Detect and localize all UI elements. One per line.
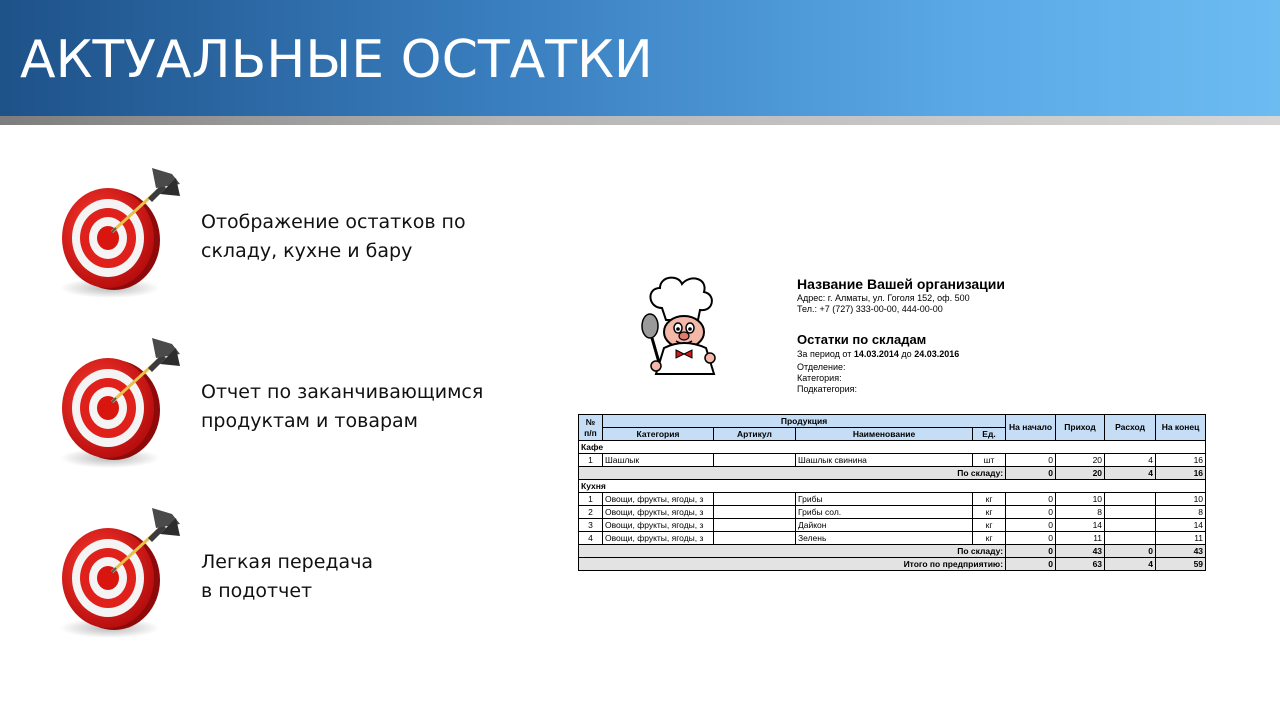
- col-end: На конец: [1156, 415, 1206, 441]
- target-dart-icon: [52, 506, 192, 646]
- period-prefix: За период от: [797, 349, 852, 359]
- col-products: Продукция: [603, 415, 1006, 428]
- bullet-item-1: [52, 166, 502, 306]
- bullet-item-3: [52, 506, 502, 646]
- report-title: Остатки по складам: [797, 332, 927, 347]
- bullet-item-2: [52, 336, 502, 476]
- col-num: № п/п: [579, 415, 603, 441]
- header-divider: [0, 116, 1280, 125]
- bullet-text: [201, 378, 511, 436]
- filter-subcategory: Подкатегория:: [797, 384, 857, 394]
- table-row: 1 Шашлык Шашлык свинина шт 0 20 4 16: [579, 454, 1206, 467]
- bullet-line: в подотчет: [201, 580, 313, 602]
- table-row: 3 Овощи, фрукты, ягоды, з Дайкон кг 0 14 14: [579, 519, 1206, 532]
- target-dart-icon: [52, 166, 192, 306]
- group-row: Кухня: [579, 480, 1206, 493]
- period-mid: до: [901, 349, 912, 359]
- table-row: 2 Овощи, фрукты, ягоды, з Грибы сол. кг 0 8 8: [579, 506, 1206, 519]
- col-article: Артикул: [714, 428, 796, 441]
- group-row: Кафе: [579, 441, 1206, 454]
- col-name: Наименование: [796, 428, 973, 441]
- table-row: 1 Овощи, фрукты, ягоды, з Грибы кг 0 10 10: [579, 493, 1206, 506]
- col-expense: Расход: [1105, 415, 1156, 441]
- report-filters: [797, 362, 857, 395]
- slide-title: АКТУАЛЬНЫЕ ОСТАТКИ: [20, 30, 653, 90]
- col-category: Категория: [603, 428, 714, 441]
- bullet-line: Легкая передача: [201, 551, 374, 573]
- filter-category: Категория:: [797, 373, 842, 383]
- filter-department: Отделение:: [797, 362, 846, 372]
- report-period: [797, 349, 959, 359]
- subtotal-row: По складу: 0 20 4 16: [579, 467, 1206, 480]
- bullet-line: продуктам и товарам: [201, 410, 419, 432]
- bullet-text: [201, 548, 511, 606]
- stock-table: [578, 414, 1206, 571]
- organization-block: [797, 276, 1197, 315]
- stock-report-preview: [578, 270, 1206, 580]
- chef-mascot-icon: [634, 274, 726, 378]
- bullet-line: Отчет по заканчивающимся: [201, 381, 484, 403]
- slide-header: [0, 0, 1280, 116]
- organization-name: Название Вашей организации: [797, 276, 1005, 292]
- date-from: 14.03.2014: [853, 349, 899, 359]
- col-start: На начало: [1006, 415, 1056, 441]
- col-unit: Ед.: [973, 428, 1006, 441]
- table-row: 4 Овощи, фрукты, ягоды, з Зелень кг 0 11 11: [579, 532, 1206, 545]
- organization-phone: Тел.: +7 (727) 333-00-00, 444-00-00: [797, 304, 943, 314]
- bullet-line: складу, кухне и бару: [201, 240, 413, 262]
- subtotal-row: По складу: 0 43 0 43: [579, 545, 1206, 558]
- col-income: Приход: [1056, 415, 1105, 441]
- bullet-text: [201, 208, 511, 266]
- organization-address: Адрес: г. Алматы, ул. Гоголя 152, оф. 500: [797, 293, 970, 303]
- date-to: 24.03.2016: [914, 349, 960, 359]
- bullet-line: Отображение остатков по: [201, 211, 466, 233]
- target-dart-icon: [52, 336, 192, 476]
- total-row: Итого по предприятию: 0 63 4 59: [579, 558, 1206, 571]
